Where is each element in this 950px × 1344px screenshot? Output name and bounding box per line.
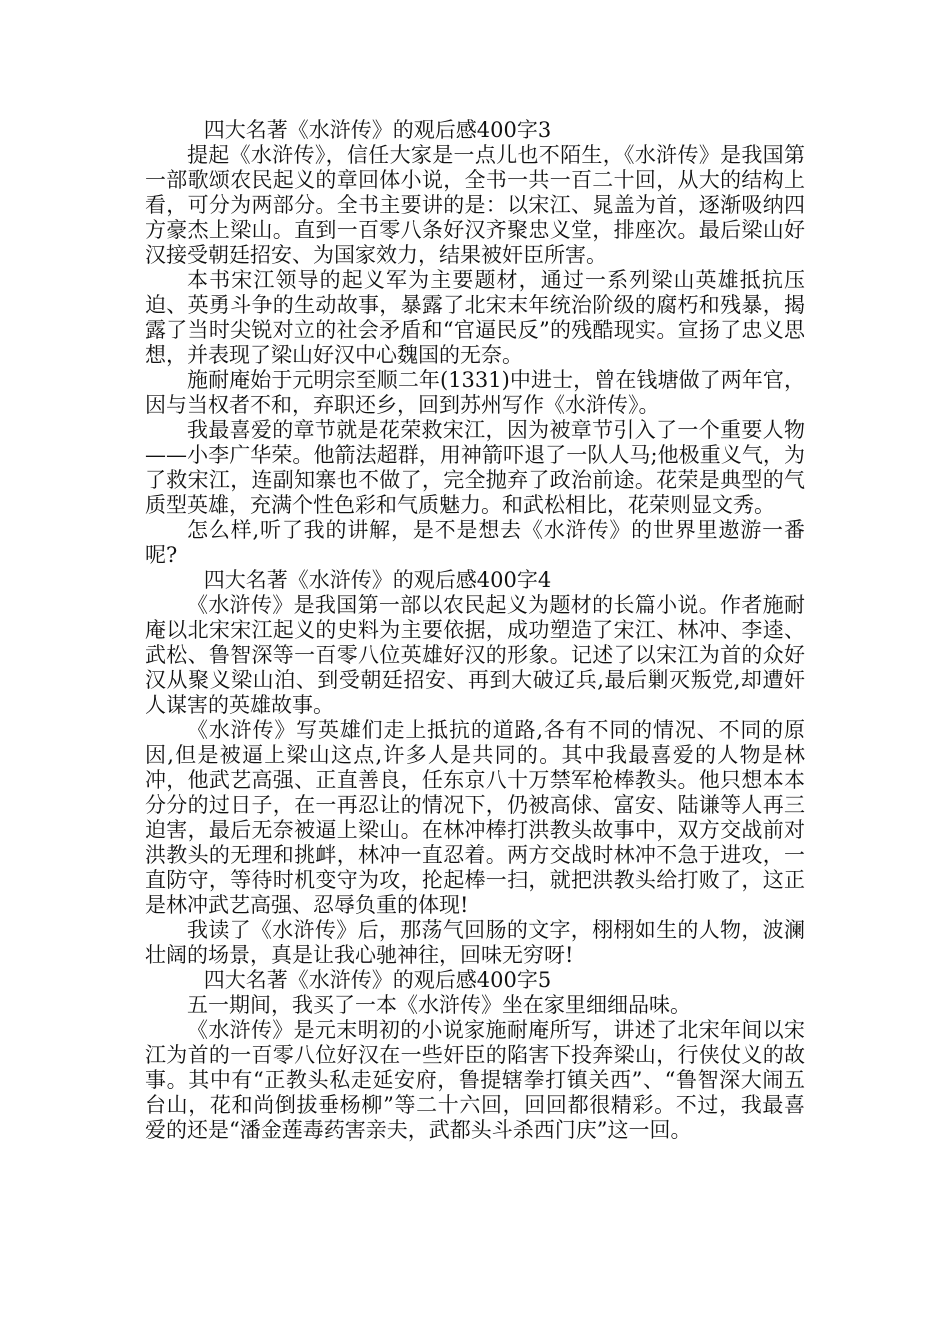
paragraph: 怎么样,听了我的讲解，是不是想去《水浒传》的世界里遨游一番呢? xyxy=(145,518,805,567)
paragraph: 提起《水浒传》，信任大家是一点儿也不陌生，《水浒传》是我国第一部歌颂农民起义的章回体小说，全书一共一百二十回，从大的结构上看，可分为两部分。全书主要讲的是：以宋江、晁盖为首，逐渐吸纳四方豪杰上梁山。直到一百零八条好汉齐聚忠义堂，排座次。最后梁山好汉接受朝廷招安、为国家效力，结果被奸臣所害。 xyxy=(145,143,805,267)
paragraph: 施耐庵始于元明宗至顺二年(1331)中进士，曾在钱塘做了两年官，因与当权者不和，弃职还乡，回到苏州写作《水浒传》。 xyxy=(145,368,805,417)
paragraph: 《水浒传》是我国第一部以农民起义为题材的长篇小说。作者施耐庵以北宋宋江起义的史料为主要依据，成功塑造了宋江、林冲、李逵、武松、鲁智深等一百零八位英雄好汉的形象。记述了以宋江为首的众好汉从聚义梁山泊、到受朝廷招安、再到大破辽兵,最后剿灭叛党,却遭奸人谋害的英雄故事。 xyxy=(145,593,805,717)
section-title-5: 四大名著《水浒传》的观后感400字5 xyxy=(203,968,552,992)
section-title-4: 四大名著《水浒传》的观后感400字4 xyxy=(203,568,552,592)
paragraph: 《水浒传》写英雄们走上抵抗的道路,各有不同的情况、不同的原因,但是被逼上梁山这点,许多人是共同的。其中我最喜爱的人物是林冲，他武艺高强、正直善良，任东京八十万禁军枪棒教头。他只想本本分分的过日子，在一再忍让的情况下，仍被高俅、富安、陆谦等人再三迫害，最后无奈被逼上梁山。在林冲棒打洪教头故事中，双方交战前对洪教头的无理和挑衅，林冲一直忍着。两方交战时林冲不急于进攻，一直防守，等待时机变守为攻，抡起棒一扫，就把洪教头给打败了，这正是林冲武艺高强、忍辱负重的体现! xyxy=(145,718,805,917)
paragraph: 五一期间，我买了一本《水浒传》坐在家里细细品味。 xyxy=(187,993,691,1017)
paragraph: 本书宋江领导的起义军为主要题材，通过一系列梁山英雄抵抗压迫、英勇斗争的生动故事，暴露了北宋末年统治阶级的腐朽和残暴，揭露了当时尖锐对立的社会矛盾和“官逼民反”的残酷现实。宣扬了忠义思想，并表现了梁山好汉中心魏国的无奈。 xyxy=(145,268,805,367)
section-title-3: 四大名著《水浒传》的观后感400字3 xyxy=(203,118,552,142)
paragraph: 我读了《水浒传》后，那荡气回肠的文字，栩栩如生的人物，波澜壮阔的场景，真是让我心驰神往，回味无穷呀! xyxy=(145,918,805,967)
paragraph: 《水浒传》是元末明初的小说家施耐庵所写，讲述了北宋年间以宋江为首的一百零八位好汉在一些奸臣的陷害下投奔梁山，行侠仗义的故事。其中有“正教头私走延安府，鲁提辖拳打镇关西”、“鲁智深大闹五台山，花和尚倒拔垂杨柳”等二十六回，回回都很精彩。不过，我最喜爱的还是“潘金莲毒药害亲夫，武都头斗杀西门庆”这一回。 xyxy=(145,1018,805,1142)
document-body xyxy=(145,118,805,1143)
paragraph: 我最喜爱的章节就是花荣救宋江，因为被章节引入了一个重要人物——小李广华荣。他箭法超群，用神箭吓退了一队人马;他极重义气，为了救宋江，连副知寨也不做了，完全抛弃了政治前途。花荣是典型的气质型英雄，充满个性色彩和气质魅力。和武松相比，花荣则显文秀。 xyxy=(145,418,805,517)
